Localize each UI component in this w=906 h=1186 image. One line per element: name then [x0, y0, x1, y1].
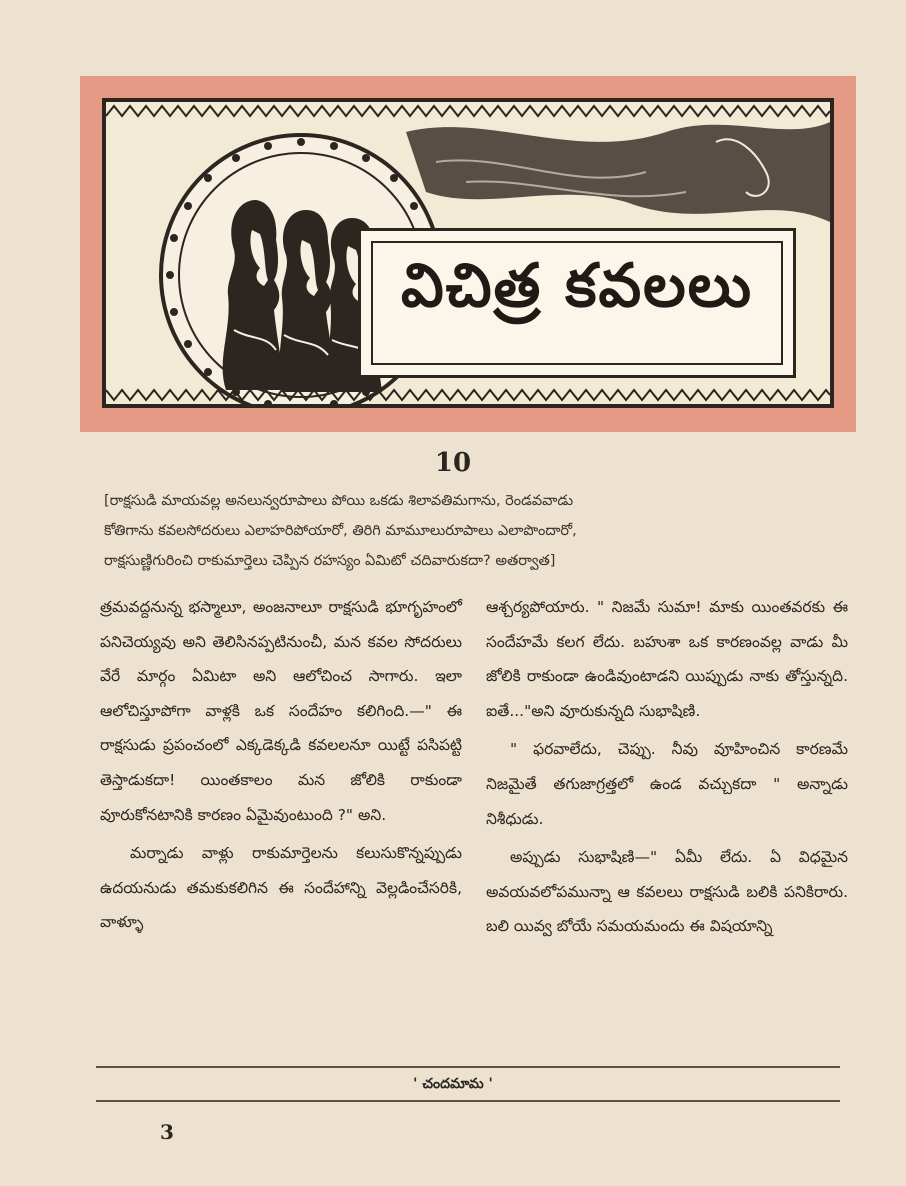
- title-box: [358, 228, 796, 378]
- right-column: [486, 590, 848, 944]
- paragraph: అప్పుడు సుభాషిణి—" ఏమీ లేదు. ఏ విధమైన అవయవలోపమున్నా ఆ కవలలు రాక్షసుడి బలికి పనికిరారు. బలి యివ్వ బోయే సమయమందు ఈ విషయాన్ని: [486, 848, 848, 936]
- summary-line: [రాక్షసుడి మాయవల్ల అనలున్వరూపాలు పోయి ఒకడు శిలావతిమగాను, రెండవవాడు: [104, 493, 574, 509]
- zigzag-border-bottom: [106, 388, 830, 402]
- header-banner: [80, 76, 856, 432]
- summary-line: కోతిగాను కవలసోదరులు ఎలాహరిపోయారో, తిరిగి మామూలురూపాలు ఎలాపొందారో,: [104, 523, 577, 539]
- header-frame: [102, 98, 834, 408]
- paragraph: " ఫరవాలేదు, చెప్పు. నీవు వూహించిన కారణమే నిజమైతే తగుజాగ్రత్తలో ఉండ వచ్చుకదా " అన్నాడు నిశీధుడు.: [486, 740, 848, 828]
- previous-summary: [104, 486, 824, 576]
- left-column: [100, 590, 462, 940]
- magazine-name: ' చందమామ ': [413, 1076, 493, 1092]
- chapter-number: 10: [434, 448, 472, 478]
- footer-rule-bottom: [96, 1100, 840, 1102]
- story-body: [100, 590, 860, 1040]
- paragraph: త్రమవద్దనున్న భస్మాలూ, అంజనాలూ రాక్షసుడి భూగృహంలో పనిచెయ్యవు అని తెలిసినప్పటినుంచీ, మన కవల సోదరులు వేరే మార్గం ఏమిటా అని ఆలోచించ సాగారు. ఇలా ఆలోచిస్తూపోగా వాళ్లకి ఒక సందేహం కలిగింది.—" ఈ రాక్షసుడు ప్రపంచంలో ఎక్కడెక్కడి కవలలనూ యిట్టే పసిపట్టి తెస్తాడుకదా! యింతకాలం మన జోలికి రాకుండా వూరుకోనటానికి కారణం ఏమైవుంటుంది ?" అని.: [100, 598, 462, 824]
- page-number: 3: [160, 1120, 174, 1144]
- story-title: విచిత్ర కవలలు: [400, 251, 753, 321]
- paragraph: ఆశ్చర్యపోయారు. " నిజమే సుమా! మాకు యింతవరకు ఈ సందేహమే కలగ లేదు. బహుశా ఒక కారణంవల్ల వాడు మీ జోలికి రాకుండా ఉండివుంటాడని యిప్పుడు నాకు తోస్తున్నది. ఐతే..."అని వూరుకున్నది సుభాషిణి.: [486, 598, 848, 720]
- paragraph: మర్నాడు వాళ్లు రాకుమార్తెలను కలుసుకొన్నప్పుడు ఉదయనుడు తమకుకలిగిన ఈ సందేహాన్ని వెల్లడించేసరికి, వాళ్ళూ: [100, 844, 462, 932]
- summary-line: రాక్షసుణ్ణిగురించి రాకుమార్తెలు చెప్పిన రహస్యం ఏమిటో చదివారుకదా? అతర్వాత]: [104, 553, 556, 569]
- footer-rule-top: [96, 1066, 840, 1068]
